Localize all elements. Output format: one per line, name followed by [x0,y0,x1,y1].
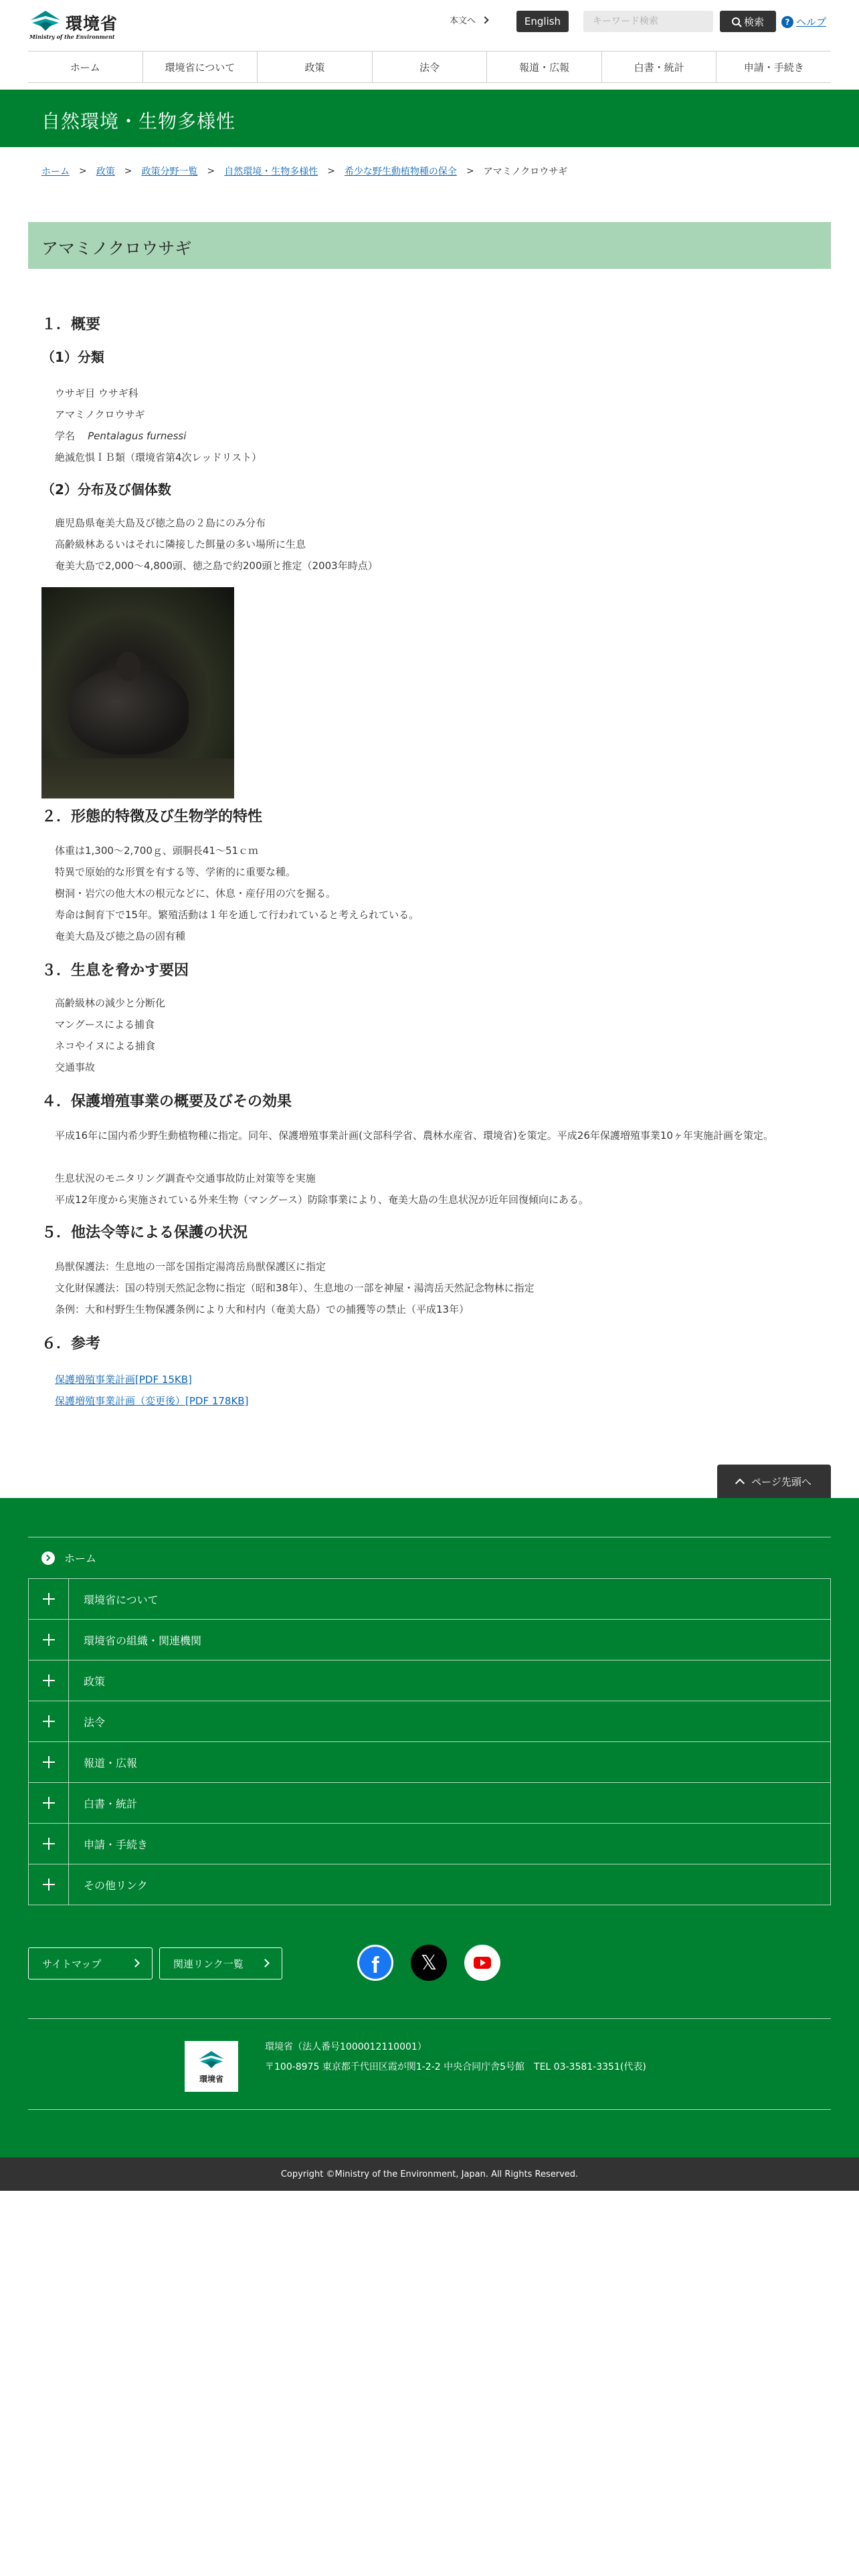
footer-nav [28,1537,831,1905]
breadcrumb-separator: > [124,166,132,177]
footer-accordion-application[interactable] [28,1824,831,1864]
back-to-top-label: ページ先頭へ [751,1475,812,1488]
plus-icon [29,1701,69,1741]
chevron-right-icon [261,1959,270,1967]
back-to-top-button[interactable] [717,1465,831,1498]
footer-accordion-law[interactable] [28,1701,831,1742]
breadcrumb-current: アマミノクロウサギ [483,167,568,177]
section-heading-other-laws: ５．他法令等による保護の状況 [41,1224,248,1241]
footer-logo-text: 環境省 [199,2074,223,2084]
logo-text: 環境省 [66,14,118,33]
subsection-heading-classification: （1）分類 [41,349,104,365]
breadcrumb-policy[interactable]: 政策 [96,167,115,177]
text-line: 樹洞・岩穴の他大木の根元などに、休息・産仔用の穴を掘る。 [55,887,337,899]
footer-accordion-label: 報道・広報 [84,1756,138,1769]
text-line: 平成16年に国内希少野生動植物種に指定。同年、保護増殖事業計画(文部科学省、農林水産省、環境省)を策定。平成26年保護増殖事業10ヶ年実施計画を策定。 [55,1130,773,1142]
related-links-button[interactable] [159,1947,282,1979]
skip-to-content-link[interactable] [450,13,488,26]
footer-accordion-label: 環境省について [84,1593,159,1606]
text-line: 交通事故 [55,1061,96,1073]
text-line: 絶滅危惧ＩＢ類（環境省第4次レッドリスト） [55,451,262,463]
breadcrumb-home[interactable]: ホーム [41,167,70,177]
sitemap-label: サイトマップ [42,1957,102,1970]
text-line: 生息状況のモニタリング調査や交通事故防止対策等を実施 [55,1172,316,1184]
chevron-up-icon [735,1479,745,1488]
footer-logo [185,2041,238,2092]
text-line: 文化財保護法：国の特別天然記念物に指定（昭和38年）、生息地の一部を神屋・湯湾岳天然記念物林に指定 [55,1282,535,1294]
footer-home-label: ホーム [64,1552,97,1565]
facebook-icon[interactable] [357,1945,393,1981]
footer-accordion-policy[interactable] [28,1660,831,1701]
nav-item-application[interactable]: 申請・手続き [716,51,831,82]
section-heading-conservation: ４．保護増殖事業の概要及びその効果 [41,1093,292,1110]
text-line: 条例：大和村野生生物保護条例により大和村内（奄美大島）での捕獲等の禁止（平成13年） [55,1303,470,1315]
section-heading-characteristics: ２．形態的特徴及び生物学的特性 [41,809,263,825]
plus-icon [29,1742,69,1782]
pdf-link-plan-revised[interactable]: 保護増殖事業計画（変更後）[PDF 178KB] [55,1395,249,1407]
english-button[interactable]: English [516,11,569,32]
text-line: 体重は1,300～2,700ｇ、頭胴長41～51ｃｍ [55,845,259,857]
footer-address: 〒100-8975 東京都千代田区霞が関1-2-2 中央合同庁舎5号館 TEL 03-3581-3351(代表) [265,2062,646,2072]
related-links-label: 関連リンク一覧 [173,1957,244,1970]
footer-accordion-label: 法令 [84,1715,106,1729]
global-nav [28,51,831,83]
help-label: ヘルプ [796,16,827,28]
category-banner [0,90,859,147]
footer-home-link[interactable] [28,1537,831,1579]
footer-divider [28,2018,831,2019]
chevron-right-icon [481,16,488,23]
ministry-logo-icon [195,2048,227,2070]
photo-ground [41,758,234,798]
footer-accordion-other-links[interactable] [28,1864,831,1905]
x-twitter-icon[interactable]: 𝕏 [411,1945,447,1981]
text-line: ウサギ目 ウサギ科 [55,387,138,399]
page-title: アマミノクロウサギ [41,239,192,258]
scientific-name-line [55,425,186,447]
plus-icon [29,1579,69,1619]
plus-icon [29,1660,69,1701]
breadcrumb-nature[interactable]: 自然環境・生物多様性 [224,167,318,177]
text-line: 奄美大島で2,000～4,800頭、徳之島で約200頭と推定（2003年時点） [55,560,378,572]
breadcrumb-separator: > [79,166,87,177]
footer-accordion-about[interactable] [28,1579,831,1620]
amami-rabbit-photo [41,587,234,798]
subsection-heading-distribution: （2）分布及び個体数 [41,481,171,498]
plus-icon [29,1783,69,1823]
site-footer [0,1498,859,2157]
sitemap-button[interactable] [28,1947,153,1979]
footer-contact-info [265,2037,673,2077]
text-line: 鹿児島県奄美大島及び徳之島の２島にのみ分布 [55,517,266,529]
search-button-label: 検索 [743,15,764,28]
page-title-box [28,222,831,269]
plus-icon [29,1620,69,1660]
footer-accordion-whitepaper[interactable] [28,1783,831,1824]
pdf-link-plan[interactable]: 保護増殖事業計画[PDF 15KB] [55,1374,192,1386]
footer-accordion-label: 申請・手続き [84,1838,149,1851]
breadcrumb [41,165,567,178]
search-input[interactable] [583,11,713,32]
footer-accordion-label: 環境省の組織・関連機関 [84,1634,202,1647]
nav-item-about[interactable]: 環境省について [142,51,258,82]
footer-divider [28,2109,831,2110]
nav-item-home[interactable]: ホーム [70,61,100,74]
text-line: 平成12年度から実施されている外来生物（マングース）防除事業により、奄美大島の生息状況が近年回復傾向にある。 [55,1194,589,1206]
text-line: 鳥獣保護法：生息地の一部を国指定湯湾岳鳥獣保護区に指定 [55,1261,326,1273]
breadcrumb-rare-species[interactable]: 希少な野生動植物種の保全 [344,167,457,177]
plus-icon [29,1824,69,1864]
search-icon [732,17,740,25]
text-line: 特異で原始的な形質を有する等、学術的に重要な種。 [55,866,296,878]
site-header [0,0,859,50]
help-link[interactable] [781,15,826,29]
nav-item-press[interactable]: 報道・広報 [486,51,601,82]
logo-subtitle: Ministry of the Environment [29,33,115,40]
site-logo[interactable] [28,7,122,40]
text-line: 寿命は飼育下で15年。繁殖活動は１年を通して行われていると考えられている。 [55,909,419,921]
nav-item-whitepaper[interactable]: 白書・統計 [601,51,717,82]
nav-item-law[interactable]: 法令 [372,51,487,82]
scientific-name-label: 学名 [55,430,76,442]
footer-accordion-label: その他リンク [84,1879,148,1892]
skip-link-label: 本文へ [450,16,476,26]
text-line: 高齢級林の減少と分断化 [55,997,166,1009]
text-line: アマミノクロウサギ [55,409,145,421]
breadcrumb-separator: > [327,166,335,177]
plus-icon [29,1864,69,1905]
breadcrumb-policy-list[interactable]: 政策分野一覧 [141,167,198,177]
breadcrumb-separator: > [466,166,474,177]
youtube-icon[interactable] [464,1945,500,1981]
text-line: マングースによる捕食 [55,1018,155,1031]
question-icon: ? [781,16,793,28]
text-line: ネコやイヌによる捕食 [55,1040,156,1052]
search-button[interactable] [720,11,776,32]
section-heading-references: ６．参考 [41,1335,101,1352]
footer-accordion-press[interactable] [28,1742,831,1783]
circle-chevron-icon [41,1551,55,1565]
section-heading-overview: １．概要 [41,316,101,333]
ministry-logo-icon [28,7,63,33]
chevron-right-icon [131,1959,140,1967]
youtube-play-glyph [474,1957,491,1969]
scientific-name: Pentalagus furnessi [88,430,187,442]
text-line: 奄美大島及び徳之島の固有種 [55,930,186,942]
footer-accordion-label: 政策 [84,1675,106,1688]
breadcrumb-separator: > [207,166,215,177]
section-heading-threats: ３．生息を脅かす要因 [41,962,189,979]
text-line: 高齢級林あるいはそれに隣接した餌量の多い場所に生息 [55,538,306,550]
nav-item-policy[interactable]: 政策 [257,51,372,82]
category-title: 自然環境・生物多様性 [41,110,236,132]
copyright: Copyright ©Ministry of the Environment, Japan. All Rights Reserved. [0,2157,859,2191]
facebook-glyph: f [359,1947,391,1979]
footer-accordion-label: 白書・統計 [84,1797,138,1810]
photo-rabbit-ear [116,651,140,681]
footer-accordion-organization[interactable] [28,1620,831,1660]
footer-org-name: 環境省（法人番号1000012110001） [265,2042,427,2052]
